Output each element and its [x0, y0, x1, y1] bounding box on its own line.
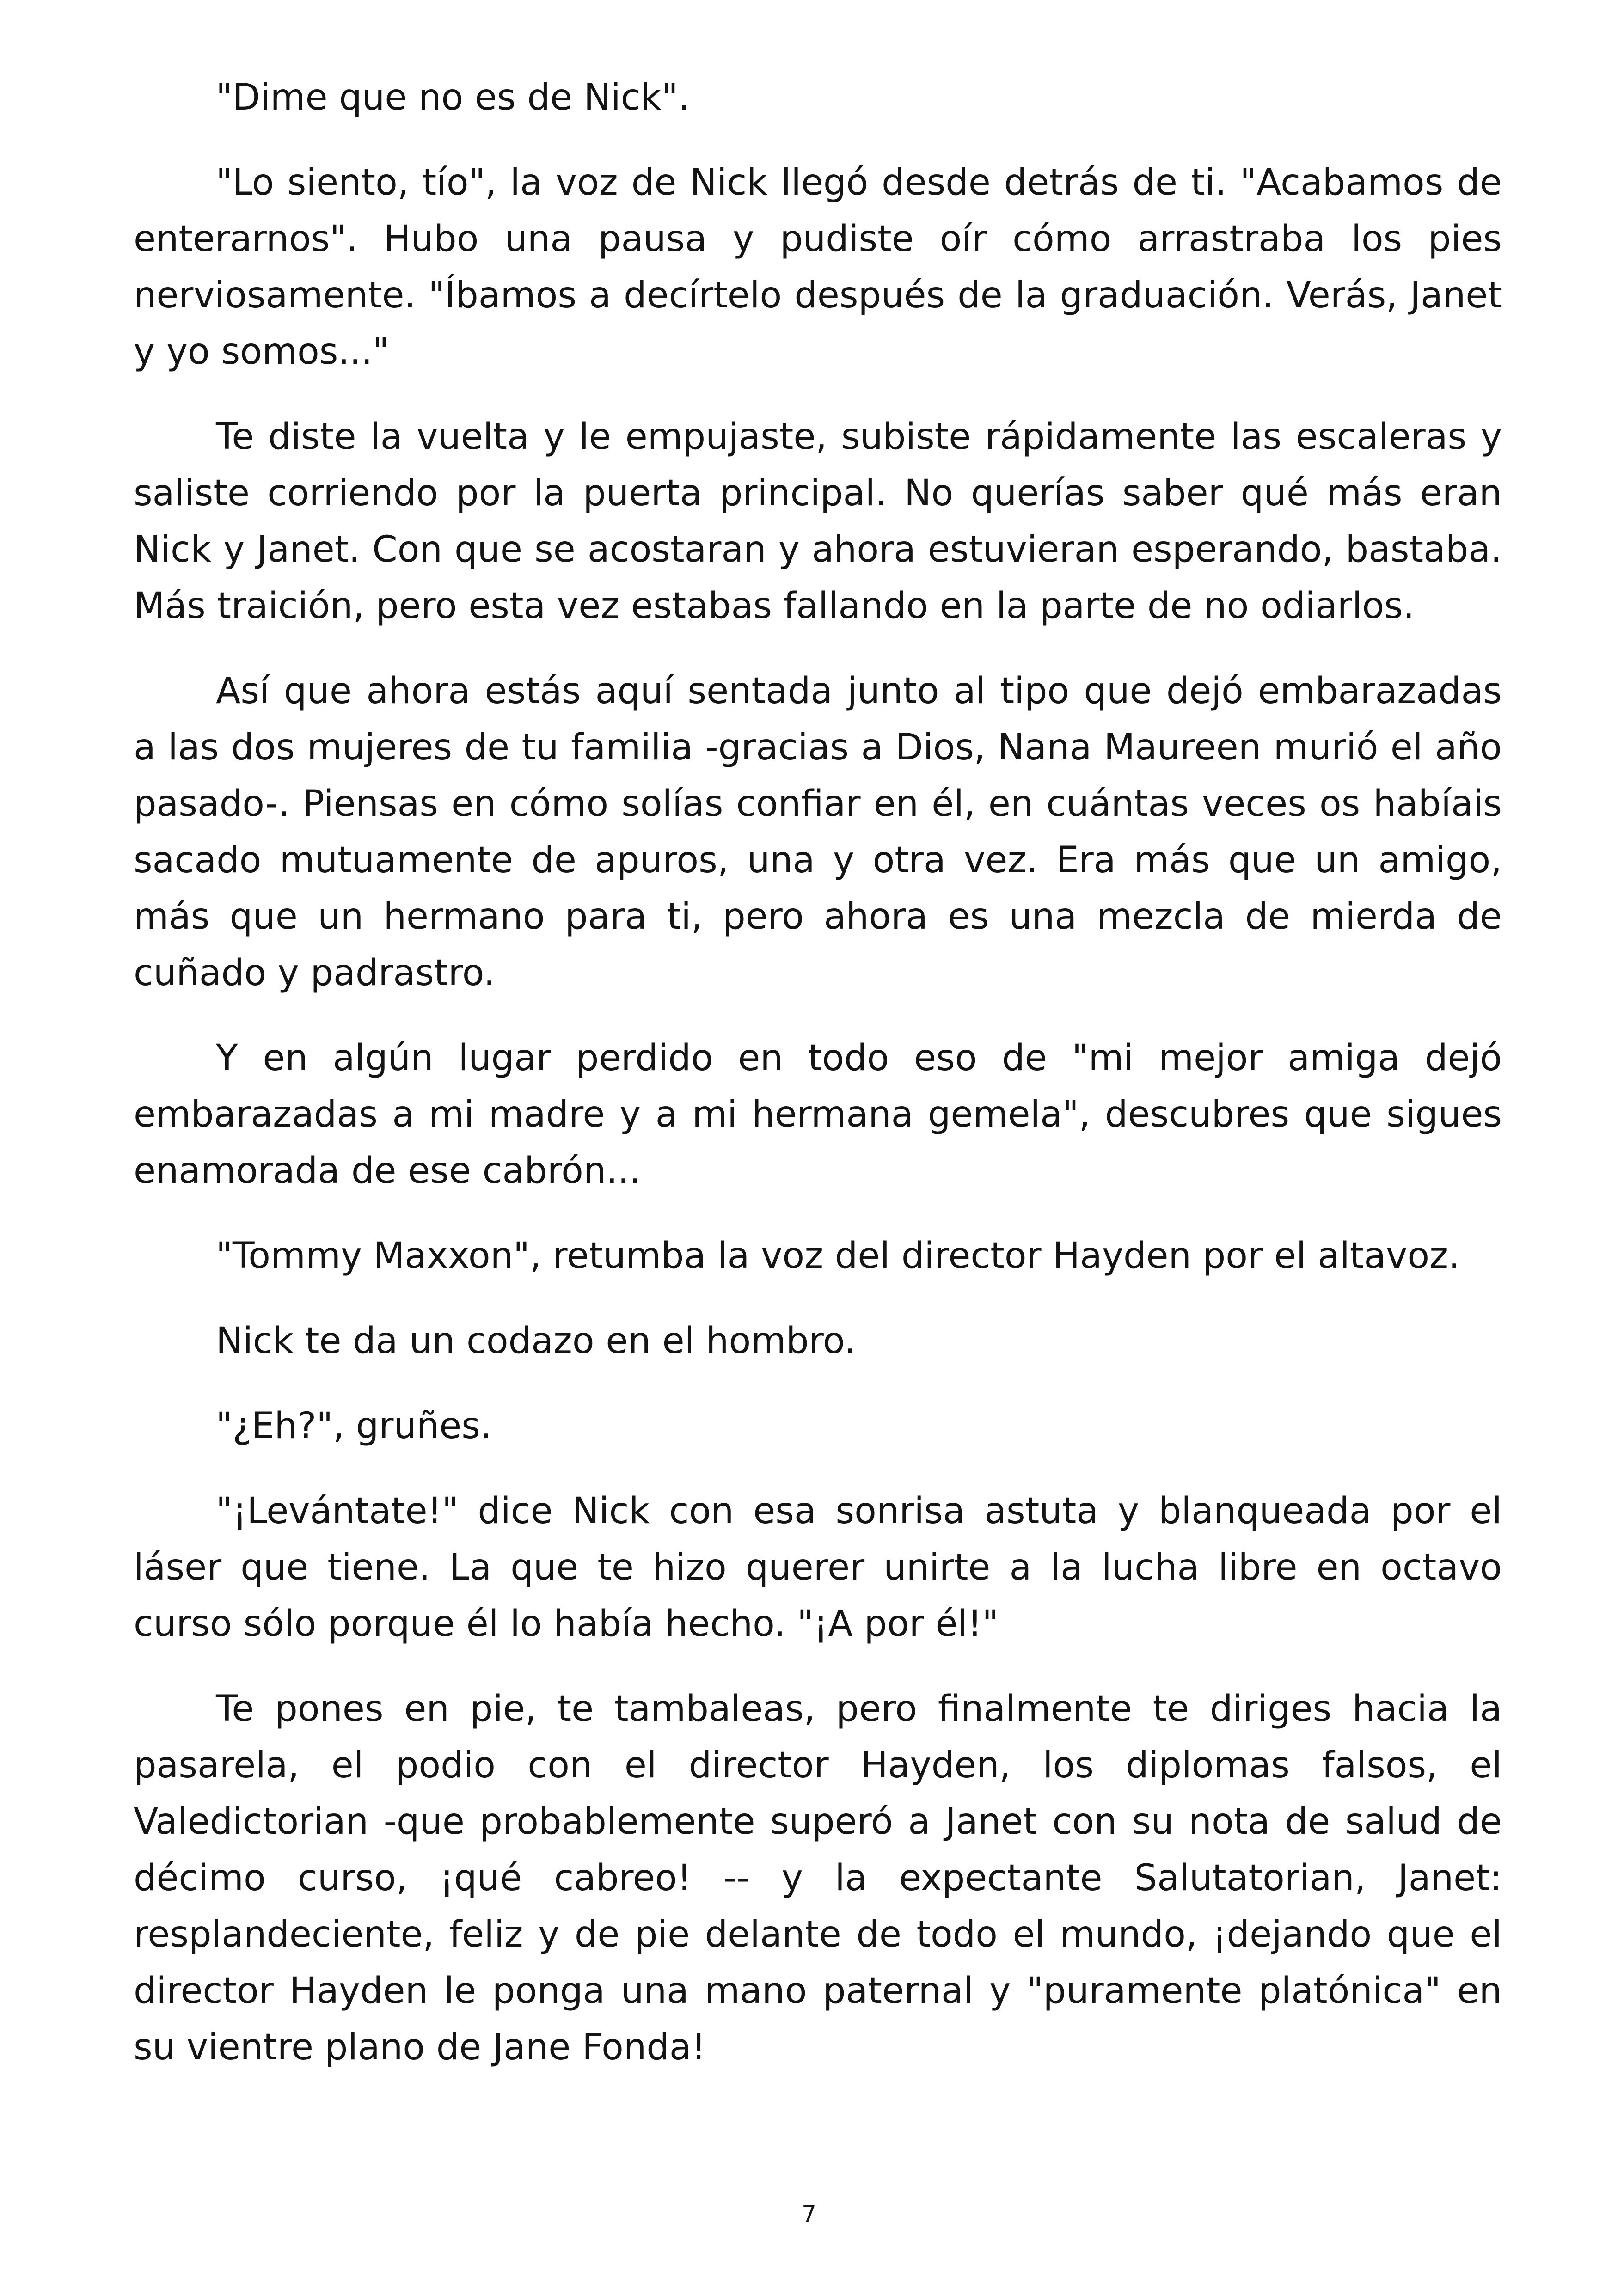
paragraph: Así que ahora estás aquí sentada junto al tipo que dejó embarazadas a las dos mujeres de tu familia -gracias a Dios, Nana Maureen murió el año pasado-. Piensas en cómo solías confiar en él, en cuántas veces os habíais sacado mutuamente de apuros, una y otra vez. Era más que un amigo, más que un hermano para ti, pero ahora es una mezcla de mierda de cuñado y padrastro. [134, 670, 1502, 994]
paragraph: "Tommy Maxxon", retumba la voz del director Hayden por el altavoz. [216, 1235, 1460, 1277]
paragraph: "¡Levántate!" dice Nick con esa sonrisa astuta y blanqueada por el láser que tiene. La que te hizo querer unirte a la lucha libre en octavo curso sólo porque él lo había hecho. "¡A por él!" [134, 1490, 1502, 1645]
paragraph: "Dime que no es de Nick". [216, 77, 690, 118]
paragraph: "Lo siento, tío", la voz de Nick llegó desde detrás de ti. "Acabamos de enterarnos". Hubo una pausa y pudiste oír cómo arrastraba los pies nerviosamente. "Íbamos a decírtelo después de la graduación. Verás, Janet y yo somos..." [134, 162, 1502, 373]
paragraph: Y en algún lugar perdido en todo eso de "mi mejor amiga dejó embarazadas a mi madre y a mi hermana gemela", descubres que sigues enamorada de ese cabrón... [134, 1037, 1502, 1192]
paragraph: Te diste la vuelta y le empujaste, subiste rápidamente las escaleras y saliste corriendo por la puerta principal. No querías saber qué más eran Nick y Janet. Con que se acostaran y ahora estuvieran esperando, bastaba. Más traición, pero esta vez estabas fallando en la parte de no odiarlos. [134, 416, 1502, 627]
body-text [134, 69, 1502, 2104]
page-number: 7 [802, 2201, 816, 2228]
paragraph: Te pones en pie, te tambaleas, pero finalmente te diriges hacia la pasarela, el podio con el director Hayden, los diplomas falsos, el Valedictorian -que probablemente superó a Janet con su nota de salud de décimo curso, ¡qué cabreo! -- y la expectante Salutatorian, Janet: resplandeciente, feliz y de pie delante de todo el mundo, ¡dejando que el director Hayden le ponga una mano paternal y "puramente platónica" en su vientre plano de Jane Fonda! [134, 1688, 1502, 2068]
paragraph: "¿Eh?", gruñes. [216, 1405, 492, 1447]
paragraph: Nick te da un codazo en el hombro. [216, 1320, 856, 1362]
